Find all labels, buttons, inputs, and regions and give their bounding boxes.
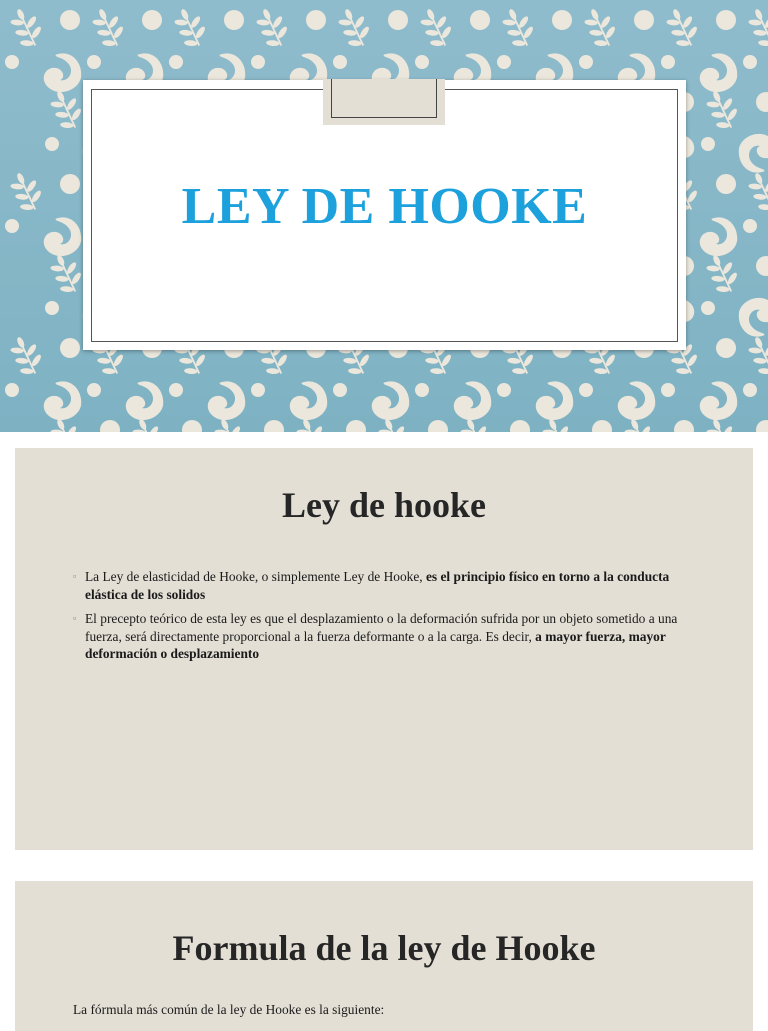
- paisley-shape-icon: [693, 212, 742, 261]
- dot-icon: [306, 10, 326, 30]
- leaf-sprig-icon: [662, 3, 704, 51]
- paisley-shape-icon: [37, 212, 86, 261]
- dot-icon: [674, 420, 694, 432]
- paisley-shape-icon: [529, 376, 578, 425]
- dot-icon: [45, 137, 59, 151]
- dot-icon: [333, 383, 347, 397]
- paisley-shape-icon: [283, 376, 332, 425]
- paisley-shape-icon: [734, 129, 768, 178]
- leaf-sprig-icon: [6, 331, 48, 379]
- paisley-shape-icon: [447, 376, 496, 425]
- slide-heading: Ley de hooke: [281, 485, 486, 525]
- leaf-sprig-icon: [580, 3, 622, 51]
- formula-slide: [15, 881, 753, 1031]
- dot-icon: [701, 137, 715, 151]
- dot-icon: [5, 383, 19, 397]
- dot-icon: [388, 10, 408, 30]
- leaf-sprig-icon: [46, 85, 88, 133]
- leaf-sprig-icon: [88, 3, 130, 51]
- dot-icon: [552, 10, 572, 30]
- paisley-shape-icon: [119, 376, 168, 425]
- dot-icon: [415, 55, 429, 69]
- paisley-shape-icon: [693, 376, 742, 425]
- leaf-sprig-icon: [334, 3, 376, 51]
- dot-icon: [428, 420, 448, 432]
- dot-icon: [169, 383, 183, 397]
- dot-icon: [470, 10, 490, 30]
- slide-title: LEY DE HOOKE: [181, 178, 588, 235]
- dot-icon: [264, 420, 284, 432]
- leaf-sprig-icon: [702, 249, 744, 297]
- bullet-list: [73, 568, 693, 670]
- formula-intro-text: La fórmula más común de la ley de Hooke es la siguiente:: [73, 1002, 385, 1017]
- paisley-shape-icon: [611, 376, 660, 425]
- leaf-sprig-icon: [744, 331, 768, 379]
- dot-icon: [756, 92, 768, 112]
- dot-icon: [497, 383, 511, 397]
- dot-icon: [497, 55, 511, 69]
- bullet-bold-text: a mayor fuerza, mayor deformación o desplazamiento: [85, 628, 666, 661]
- dot-icon: [182, 420, 202, 432]
- dot-icon: [87, 55, 101, 69]
- dot-icon: [634, 10, 654, 30]
- paisley-shape-icon: [734, 293, 768, 342]
- dot-icon: [579, 55, 593, 69]
- dot-icon: [142, 10, 162, 30]
- paisley-shape-icon: [37, 376, 86, 425]
- dot-icon: [716, 10, 736, 30]
- leaf-sprig-icon: [498, 3, 540, 51]
- paisley-shape-icon: [201, 376, 250, 425]
- dot-icon: [701, 301, 715, 315]
- dot-icon: [346, 420, 366, 432]
- dot-icon: [5, 55, 19, 69]
- dot-icon: [100, 420, 120, 432]
- leaf-sprig-icon: [252, 3, 294, 51]
- list-item: [73, 568, 693, 603]
- bullet-text: El precepto teórico de esta ley es que el desplazamiento o la deformación sufrida por un objeto sometido a una fuerza, será directamente proporcional a la fuerza deformante o a la carga. Es decir,: [85, 611, 678, 644]
- dot-icon: [169, 55, 183, 69]
- leaf-sprig-icon: [170, 3, 212, 51]
- dot-icon: [60, 174, 80, 194]
- title-card: [83, 80, 686, 350]
- dot-icon: [87, 383, 101, 397]
- dot-icon: [333, 55, 347, 69]
- slide-heading: Formula de la ley de Hooke: [172, 928, 596, 968]
- bullet-text: La Ley de elasticidad de Hooke, o simplemente Ley de Hooke,: [85, 569, 426, 584]
- list-item: [73, 610, 693, 663]
- dot-icon: [251, 383, 265, 397]
- definition-slide: [15, 448, 753, 850]
- leaf-sprig-icon: [6, 167, 48, 215]
- title-card-tab: [323, 79, 445, 125]
- title-slide: [0, 0, 768, 432]
- dot-icon: [415, 383, 429, 397]
- bullet-bold-text: es el principio físico en torno a la conducta elástica de los solidos: [85, 569, 670, 602]
- paisley-shape-icon: [37, 48, 86, 97]
- leaf-sprig-icon: [702, 85, 744, 133]
- dot-icon: [756, 256, 768, 276]
- dot-icon: [661, 383, 675, 397]
- dot-icon: [743, 383, 757, 397]
- dot-icon: [743, 55, 757, 69]
- dot-icon: [592, 420, 612, 432]
- leaf-sprig-icon: [46, 249, 88, 297]
- leaf-sprig-icon: [6, 3, 48, 51]
- dot-icon: [743, 219, 757, 233]
- leaf-sprig-icon: [744, 3, 768, 51]
- paisley-shape-icon: [365, 376, 414, 425]
- dot-icon: [510, 420, 530, 432]
- dot-icon: [661, 55, 675, 69]
- paisley-shape-icon: [693, 48, 742, 97]
- dot-icon: [251, 55, 265, 69]
- square-bullet-icon: ▫: [73, 571, 77, 581]
- title-card-tab-frame: [331, 79, 437, 118]
- dot-icon: [45, 301, 59, 315]
- dot-icon: [716, 174, 736, 194]
- dot-icon: [756, 420, 768, 432]
- leaf-sprig-icon: [416, 3, 458, 51]
- dot-icon: [60, 338, 80, 358]
- dot-icon: [224, 10, 244, 30]
- dot-icon: [716, 338, 736, 358]
- dot-icon: [579, 383, 593, 397]
- square-bullet-icon: ▫: [73, 613, 77, 623]
- dot-icon: [5, 219, 19, 233]
- dot-icon: [60, 10, 80, 30]
- leaf-sprig-icon: [744, 167, 768, 215]
